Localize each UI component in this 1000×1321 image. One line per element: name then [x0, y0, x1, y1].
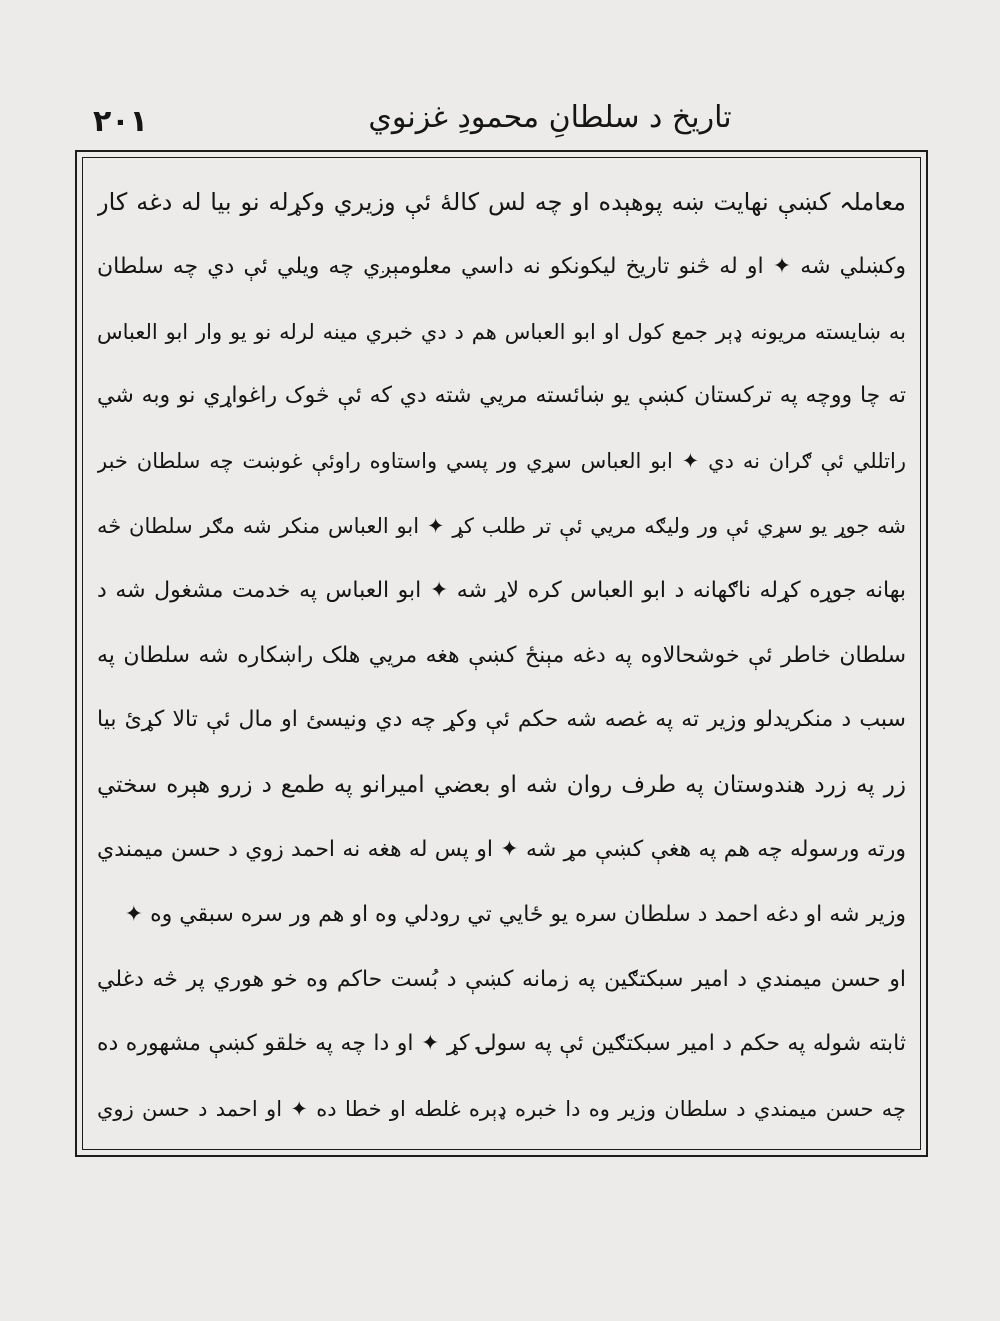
text-line-2: وکښلي شه ✦ او له څنو تاريخ ليکونکو نه داسي معلومېږي چه ويلي ئې دي چه سلطان — [97, 253, 906, 279]
text-line-12: وزير شه او دغه احمد د سلطان سره يو ځايي تي رودلي وه او هم ور سره سبقي وه ✦ — [124, 901, 906, 927]
text-line-4: ته چا ووچه په ترکستان کښې يو ښائسته مريي شته دي که ئې څوک راغواړي نو وبه شي — [97, 383, 906, 409]
text-line-5: راتللي ئې ګران نه دي ✦ ابو العباس سړي ور پسي واستاوه راوئې غوښت چه سلطان خبر — [97, 449, 906, 474]
text-line-3: به ښايسته مريونه ډېر جمع کول او ابو العباس هم د دي خبري مينه لرله نو يو وار ابو العباس — [97, 319, 906, 344]
text-line-7: بهانه جوړه کړله ناګهانه د ابو العباس کره لاړ شه ✦ ابو العباس په خدمت مشغول شه د — [97, 577, 906, 603]
text-line-11: ورته ورسوله چه هم په هغې کښې مړ شه ✦ او پس له هغه نه احمد زوي د حسن ميمندي — [97, 836, 906, 862]
text-line-15: چه حسن ميمندي د سلطان وزير وه دا خبره ډېره غلطه او خطا ده ✦ او احمد د حسن زوي — [97, 1097, 906, 1122]
text-line-9: سبب د منکريدلو وزير ته په غصه شه حکم ئې وکړ چه دي ونيسئ او مال ئې تالا کړئ بيا — [97, 707, 906, 733]
text-line-1: معاملہ کښې نهايت ښه پوهېده او چه لس کالهٔ ئې وزيري وکړله نو بيا له دغه کار — [97, 188, 906, 216]
text-line-10: زر په زرد هندوستان په طرف روان شه او بعضي اميرانو په طمع د زرو هېره سختي — [97, 772, 906, 799]
running-title: تاريخ د سلطانِ محمودِ غزنوي — [368, 100, 732, 135]
text-frame-inner — [82, 157, 921, 1150]
text-line-13: او حسن ميمندي د امير سبکتګين په زمانه کښې د بُست حاکم وه خو هوري پر څه دغلي — [97, 966, 906, 992]
page-number: ۲۰۱ — [93, 104, 148, 139]
text-frame — [75, 150, 928, 1157]
text-line-6: شه جوړ يو سړي ئې ور وليګه مريي ئې تر طلب کړ ✦ ابو العباس منکر شه مګر سلطان څه — [97, 513, 906, 538]
body-text — [97, 170, 906, 1142]
text-line-8: سلطان خاطر ئې خوشحالاوه په دغه مېنځ کښې هغه مريي هلک راښکاره شه سلطان په — [97, 642, 906, 668]
text-line-14: ثابته شوله په حکم د امير سبکتګين ئې په سولۍ کړ ✦ او دا چه په خلقو کښې مشهوره ده — [97, 1031, 906, 1057]
